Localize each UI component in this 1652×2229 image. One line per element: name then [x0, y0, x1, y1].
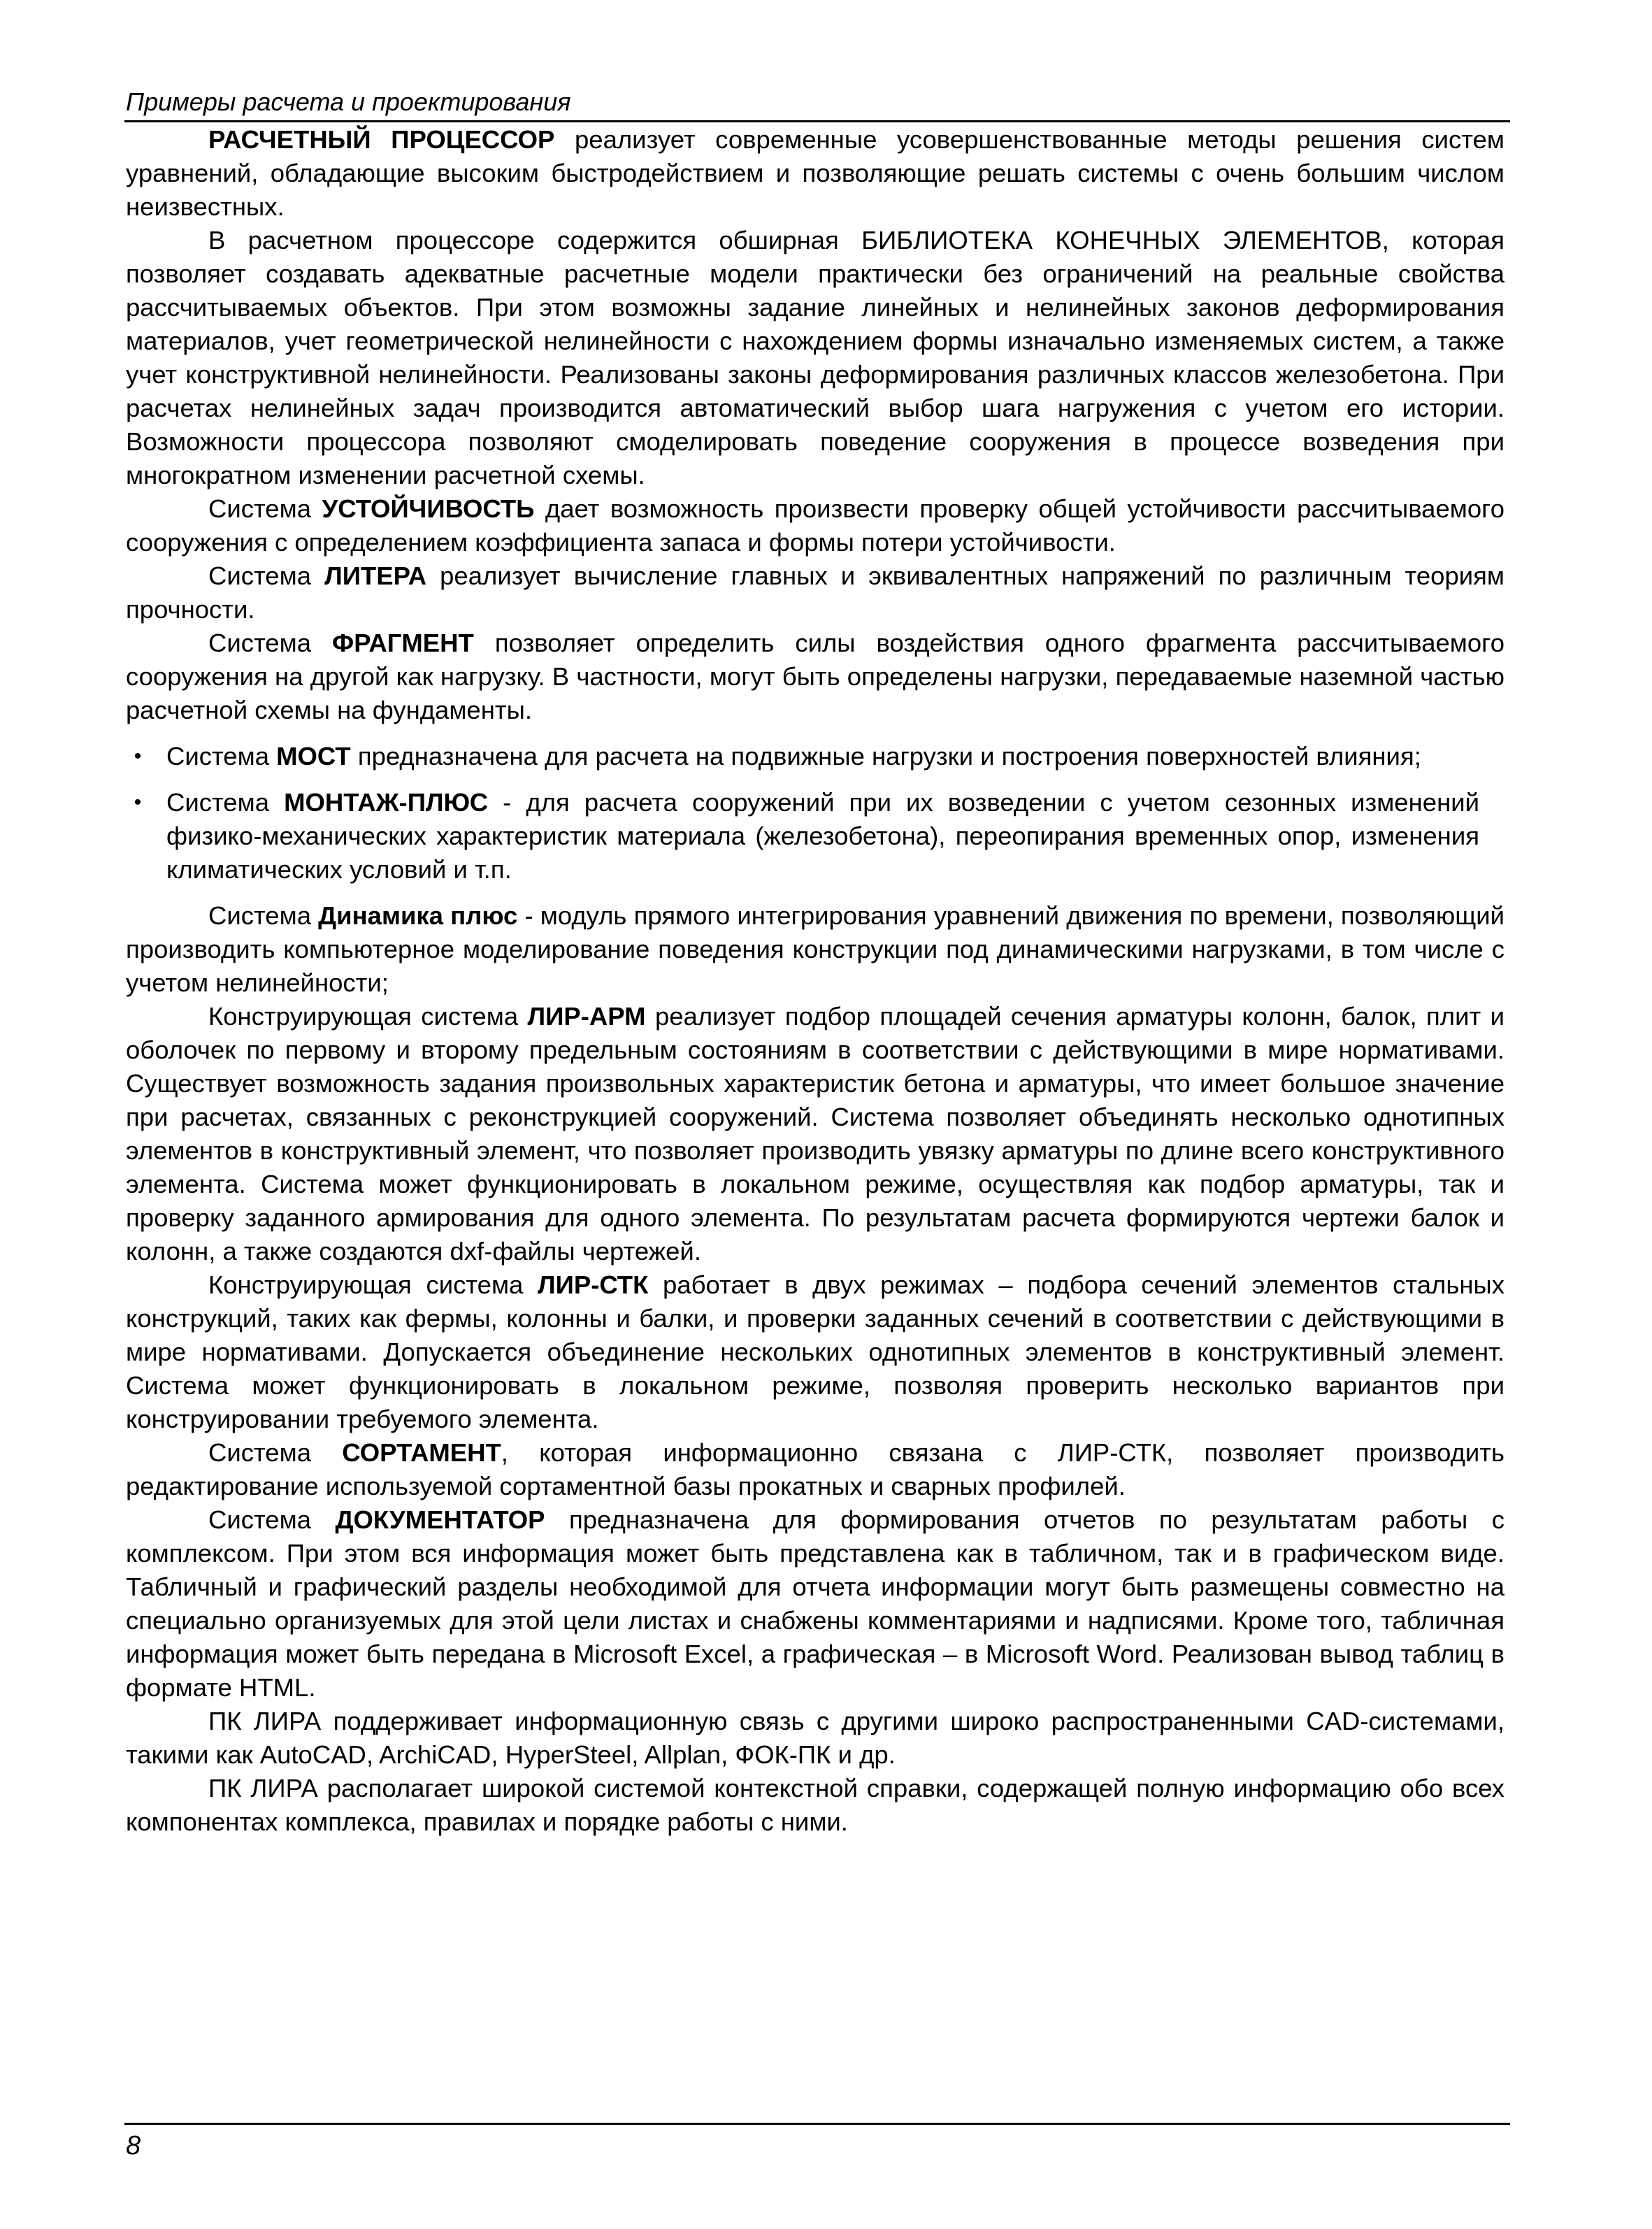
term-stability: УСТОЙЧИВОСТЬ: [322, 494, 535, 523]
paragraph-sortament-text: , которая информационно связана с ЛИР-СТК, позволяет производить редактирование используемой сортаментной базы прокатных и сварных профилей.: [126, 1438, 1504, 1500]
term-sortament: СОРТАМЕНТ: [342, 1438, 501, 1467]
list-item-most-prefix: Система: [166, 742, 277, 771]
term-lir-arm: ЛИР-АРМ: [527, 1002, 646, 1031]
paragraph-help-system: ПК ЛИРА располагает широкой системой контекстной справки, содержащей полную информацию обо всех компонентах комплекса, правилах и порядке работы с ними.: [126, 1774, 1504, 1836]
paragraph-lir-stk-text: работает в двух режимах – подбора сечений элементов стальных конструкций, таких как фермы, колонны и балки, и проверки заданных сечений в соответствии с действующими в мире нормативами. Допускается объединение нескольких однотипных элементов в конструктивный элемент. Система может функционировать в локальном режиме, позволяя проверить несколько вариантов при конструировании требуемого элемента.: [126, 1270, 1504, 1433]
paragraph-fragment: [126, 626, 1504, 727]
list-item-montazh-prefix: Система: [166, 788, 285, 817]
paragraph-lir-arm: [126, 1000, 1504, 1268]
paragraph-processor-text: реализует современные усовершенствованные методы решения систем уравнений, обладающие высоким быстродействием и позволяющие решать системы с очень большим числом неизвестных.: [126, 125, 1505, 221]
term-montazh: МОНТАЖ-ПЛЮС: [284, 788, 489, 817]
paragraph-stability-text: дает возможность произвести проверку общей устойчивости рассчитываемого сооружения с определением коэффициента запаса и формы потери устойчивости.: [126, 494, 1504, 557]
paragraph-documentator-prefix: Система: [208, 1505, 336, 1534]
footer-rule: [124, 2123, 1510, 2125]
page-number: 8: [126, 2131, 141, 2160]
paragraph-litera: [126, 559, 1504, 626]
running-header: Примеры расчета и проектирования: [126, 87, 571, 116]
list-item-montazh: [126, 786, 1504, 887]
paragraph-stability: [126, 492, 1504, 559]
paragraph-fragment-text: позволяет определить силы воздействия одного фрагмента рассчитываемого сооружения на другой как нагрузку. В частности, могут быть определены нагрузки, передаваемые наземной частью расчетной схемы на фундаменты.: [126, 629, 1504, 724]
paragraph-dynamics: [126, 899, 1504, 1000]
paragraph-sortament-prefix: Система: [208, 1438, 343, 1467]
bullet-list: [126, 740, 1504, 887]
paragraph-dynamics-prefix: Система: [208, 901, 319, 930]
term-most: МОСТ: [276, 742, 351, 771]
paragraph-lir-stk-prefix: Конструирующая система: [208, 1270, 538, 1299]
term-processor: РАСЧЕТНЫЙ ПРОЦЕССОР: [208, 125, 555, 154]
paragraph-documentator: [126, 1503, 1504, 1705]
list-item-most-rest: предназначена для расчета на подвижные нагрузки и построения поверхностей влияния;: [350, 742, 1421, 771]
term-litera: ЛИТЕРА: [324, 561, 427, 590]
paragraph-fragment-prefix: Система: [208, 629, 333, 657]
term-fragment: ФРАГМЕНТ: [332, 629, 474, 657]
paragraph-lir-arm-prefix: Конструирующая система: [208, 1002, 528, 1031]
list-item-most: [126, 740, 1504, 773]
paragraph-lir-stk: [126, 1268, 1504, 1436]
term-lir-stk: ЛИР-СТК: [538, 1270, 649, 1299]
term-documentator: ДОКУМЕНТАТОР: [335, 1505, 545, 1534]
paragraph-litera-prefix: Система: [208, 561, 325, 590]
paragraph-stability-prefix: Система: [208, 494, 322, 523]
header-rule: [124, 120, 1510, 122]
paragraph-dynamics-text: - модуль прямого интегрирования уравнений движения по времени, позволяющий производить компьютерное моделирование поведения конструкции под динамическими нагрузками, в том числе с учетом нелинейности;: [126, 901, 1505, 997]
paragraph-sortament: [126, 1436, 1504, 1503]
list-item-most-text: [166, 742, 1421, 771]
paragraph-cad-integration: ПК ЛИРА поддерживает информационную связь с другими широко распространенными CAD-системами, такими как AutoCAD, ArchiCAD, HyperSteel, Allplan, ФОК-ПК и др.: [126, 1707, 1504, 1769]
paragraph-processor: [126, 123, 1504, 224]
list-item-montazh-text: [166, 788, 1479, 884]
body-text: [126, 123, 1504, 1839]
bullet-icon: •: [134, 791, 142, 814]
paragraph-litera-text: реализует вычисление главных и эквивалентных напряжений по различным теориям прочности.: [126, 561, 1505, 624]
bullet-icon: •: [134, 745, 142, 768]
paragraph-element-library: В расчетном процессоре содержится обширная БИБЛИОТЕКА КОНЕЧНЫХ ЭЛЕМЕНТОВ, которая позволяет создавать адекватные расчетные модели практически без ограничений на реальные свойства рассчитываемых объектов. При этом возможны задание линейных и нелинейных законов деформирования материалов, учет геометрической нелинейности с нахождением формы изначально изменяемых систем, а также учет конструктивной нелинейности. Реализованы законы деформирования различных классов железобетона. При расчетах нелинейных задач производится автоматический выбор шага нагружения с учетом его истории. Возможности процессора позволяют смоделировать поведение сооружения в процессе возведения при многократном изменении расчетной схемы.: [126, 226, 1504, 489]
term-dynamics: Динамика плюс: [318, 901, 518, 930]
paragraph-lir-arm-text: реализует подбор площадей сечения арматуры колонн, балок, плит и оболочек по первому и второму предельным состояниям в соответствии с действующими в мире нормативами. Существует возможность задания произвольных характеристик бетона и арматуры, что имеет большое значение при расчетах, связанных с реконструкцией сооружений. Система позволяет объединять несколько однотипных элементов в конструктивный элемент, что позволяет производить увязку арматуры по длине всего конструктивного элемента. Система может функционировать в локальном режиме, осуществляя как подбор арматуры, так и проверку заданного армирования для одного элемента. По результатам расчета формируются чертежи балок и колонн, а также создаются dxf-файлы чертежей.: [126, 1002, 1504, 1266]
paragraph-documentator-text: предназначена для формирования отчетов по результатам работы с комплексом. При этом вся информация может быть представлена как в табличном, так и в графическом виде. Табличный и графический разделы необходимой для отчета информации могут быть размещены совместно на специально организуемых для этой цели листах и снабжены комментариями и надписями. Кроме того, табличная информация может быть передана в Microsoft Excel, а графическая – в Microsoft Word. Реализован вывод таблиц в формате HTML.: [126, 1505, 1504, 1702]
list-item-montazh-rest: - для расчета сооружений при их возведении с учетом сезонных изменений физико-механических характеристик материала (железобетона), переопирания временных опор, изменения климатических условий и т.п.: [166, 788, 1479, 884]
